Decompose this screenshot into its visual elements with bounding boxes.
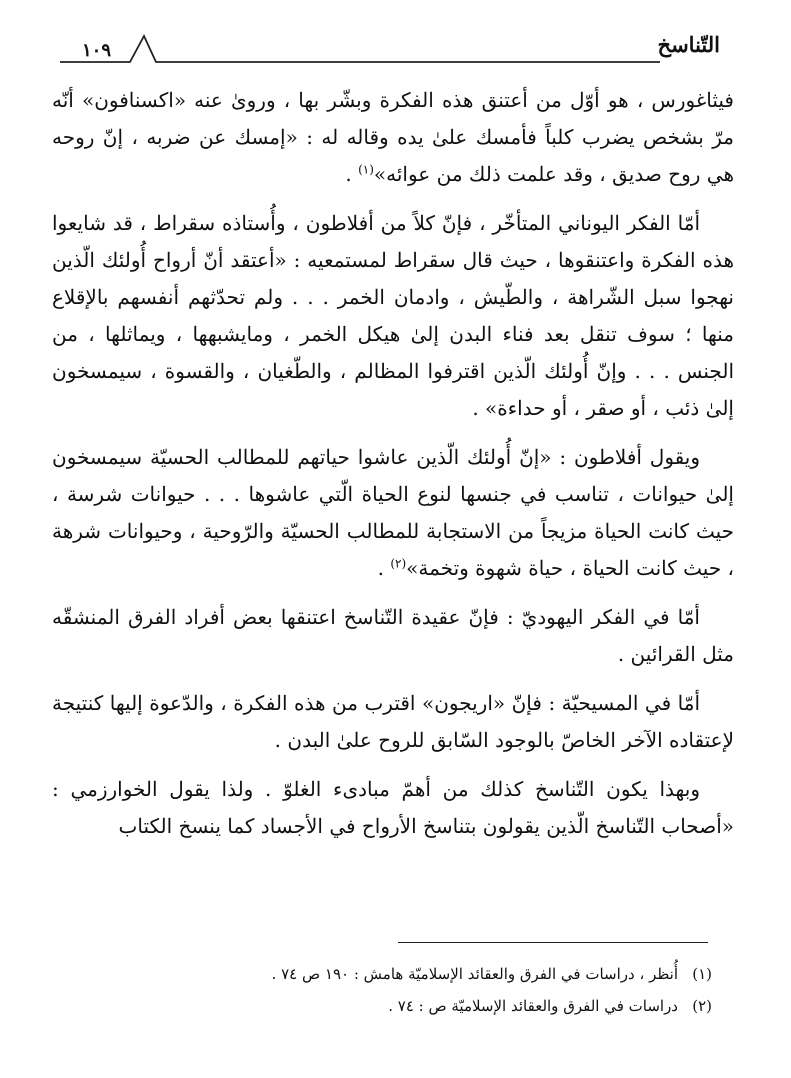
paragraph: [52, 599, 734, 673]
paragraph: [52, 771, 734, 845]
chapter-title: التّناسخ: [657, 32, 720, 57]
paragraph-text: أمّا في المسيحيّة : فإنّ «اريجون» اقترب من هذه الفكرة ، والدّعوة إليها كنتيجة لإعتقاده الآخر الخاصّ بالوجود السّابق للروح علىٰ البدن .: [52, 691, 734, 752]
paragraph-text: أمّا في الفكر اليهوديّ : فإنّ عقيدة التّناسخ اعتنقها بعض أفراد الفرق المنشقّه مثل القرائين .: [52, 605, 734, 666]
page-number: ١٠٩: [82, 40, 112, 61]
paragraph-text: وبهذا يكون التّناسخ كذلك من أهمّ مبادىء الغلوّ . ولذا يقول الخوارزمي : «أصحاب التّناسخ الّذين يقولون بتناسخ الأرواح في الأجساد كما ينسخ الكتاب: [52, 777, 734, 838]
paragraph: [52, 439, 734, 587]
paragraph: [52, 82, 734, 193]
paragraph-tail: .: [345, 162, 359, 186]
footnote-text: دراسات في الفرق والعقائد الإسلاميّة ص : ٧٤ .: [388, 997, 678, 1015]
footnote-text: أُنظر ، دراسات في الفرق والعقائد الإسلاميّة هامش : ١٩٠ ص ٧٤ .: [271, 965, 678, 983]
footnote-separator: [398, 942, 708, 943]
paragraph-tail: .: [377, 556, 391, 580]
header-rule: [60, 28, 720, 68]
footnotes: [120, 958, 712, 1022]
footnote-number: (١): [692, 965, 712, 983]
running-header: [60, 28, 720, 68]
paragraph-text: ويقول أفلاطون : «إنّ أُولئك الّذين عاشوا حياتهم للمطالب الحسيّة سيمسخون إلىٰ حيوانات ، تناسب في جنسها لنوع الحياة الّتي عاشوها . . . حيوانات شرسة ، حيث كانت الحياة مزيجاً من الاستجابة للمطالب الحسيّة والرّوحية ، وحيوانات شرهة ، حيث كانت الحياة ، حياة شهوة وتخمة»: [52, 445, 734, 580]
footnote-number: (٢): [692, 997, 712, 1015]
paragraph-text: فيثاغورس ، هو أوّل من أعتنق هذه الفكرة وبشّر بها ، وروىٰ عنه «اكسنافون» أنّه مرّ بشخص يضرب كلباً فأمسك علىٰ يده وقاله له : «إمسك عن ضربه ، إنّ روحه هي روح صديق ، وقد علمت ذلك من عوائه»: [52, 88, 734, 186]
footnote-ref: (١): [358, 162, 374, 177]
body-text: [52, 82, 734, 857]
footnote: [120, 958, 712, 990]
paragraph: [52, 205, 734, 427]
footnote: [120, 990, 712, 1022]
paragraph: [52, 685, 734, 759]
paragraph-text: أمّا الفكر اليوناني المتأخّر ، فإنّ كلاً من أفلاطون ، وأُستاذه سقراط ، قد شايعوا هذه الفكرة واعتنقوها ، حيث قال سقراط لمستمعيه : «أعتقد أنّ أرواح أُولئك الّذين نهجوا سبل الشّراهة ، والطّيش ، وادمان الخمر . . . ولم تحدّثهم أنفسهم بالإقلاع منها ؛ سوف تنقل بعد فناء البدن إلىٰ هيكل الخمر ، ومايشبهها ، ويماثلها ، من الجنس . . . وإنّ أُولئك الّذين اقترفوا المظالم ، والطّغيان ، والقسوة ، سيمسخون إلىٰ ذئب ، أو صقر ، أو حداءة» .: [52, 211, 734, 420]
footnote-ref: (٢): [390, 556, 407, 571]
